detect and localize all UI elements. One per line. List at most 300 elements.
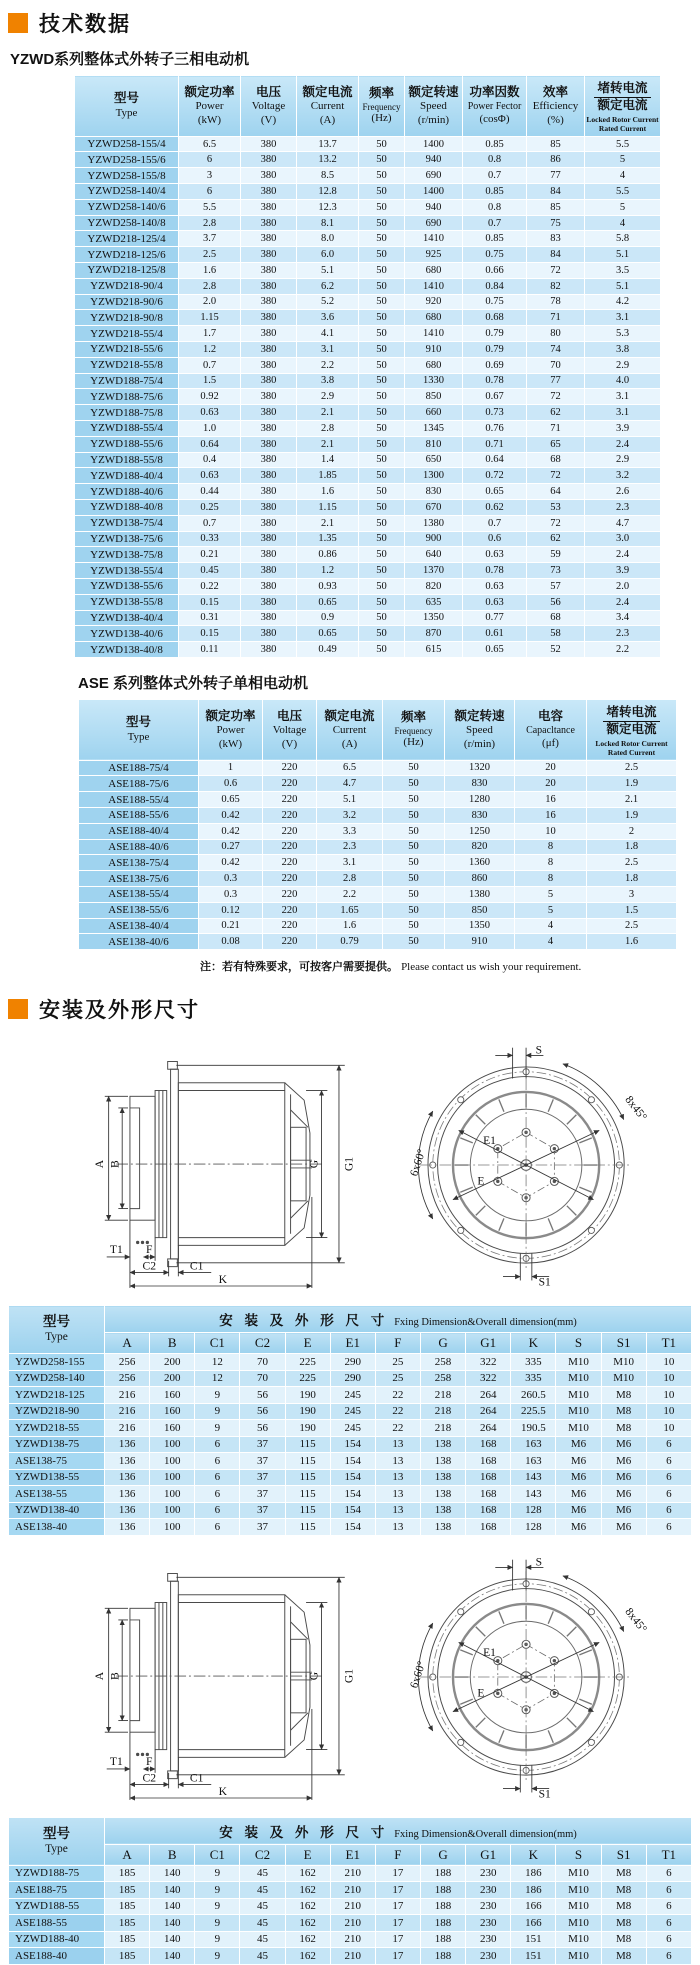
value-cell: M10: [556, 1370, 601, 1387]
model-cell: YZWD218-90/4: [75, 278, 179, 294]
model-cell: ASE188-55/4: [79, 792, 199, 808]
value-cell: 2.5: [587, 855, 677, 871]
value-cell: 9: [195, 1420, 240, 1437]
value-cell: 188: [420, 1882, 465, 1899]
label-G: G: [307, 1159, 321, 1169]
value-cell: 210: [330, 1865, 375, 1882]
value-cell: 1: [199, 760, 263, 776]
value-cell: 0.21: [199, 918, 263, 934]
value-cell: 1410: [405, 278, 463, 294]
value-cell: 50: [359, 326, 405, 342]
value-cell: 860: [445, 871, 515, 887]
dim-column-header: S: [556, 1844, 601, 1865]
value-cell: 1330: [405, 373, 463, 389]
value-cell: 0.79: [317, 934, 383, 950]
value-cell: 50: [383, 934, 445, 950]
value-cell: 140: [150, 1948, 195, 1965]
value-cell: 52: [527, 642, 585, 658]
model-cell: YZWD138-55/8: [75, 594, 179, 610]
value-cell: 136: [105, 1453, 150, 1470]
value-cell: 5.5: [585, 184, 661, 200]
value-cell: 70: [240, 1370, 285, 1387]
value-cell: 380: [241, 247, 297, 263]
value-cell: 0.63: [463, 547, 527, 563]
value-cell: 13: [375, 1453, 420, 1470]
model-cell: YZWD258-155/6: [75, 152, 179, 168]
value-cell: 380: [241, 610, 297, 626]
value-cell: 0.66: [463, 263, 527, 279]
value-cell: 380: [241, 420, 297, 436]
value-cell: 6: [646, 1453, 691, 1470]
value-cell: 615: [405, 642, 463, 658]
value-cell: 670: [405, 499, 463, 515]
value-cell: 0.67: [463, 389, 527, 405]
value-cell: 225: [285, 1354, 330, 1371]
value-cell: 264: [466, 1403, 511, 1420]
value-cell: 138: [420, 1519, 465, 1536]
value-cell: 12: [195, 1354, 240, 1371]
note: [200, 958, 700, 974]
value-cell: 45: [240, 1898, 285, 1915]
value-cell: 100: [150, 1502, 195, 1519]
model-cell: ASE138-55/6: [79, 902, 199, 918]
model-cell: YZWD188-55/8: [75, 452, 179, 468]
value-cell: 154: [330, 1519, 375, 1536]
value-cell: 160: [150, 1420, 195, 1437]
dimension-table-2: [8, 1817, 692, 1965]
value-cell: 0.7: [463, 168, 527, 184]
value-cell: 50: [383, 823, 445, 839]
value-cell: 154: [330, 1502, 375, 1519]
value-cell: 50: [383, 792, 445, 808]
value-cell: 3: [179, 168, 241, 184]
value-cell: 168: [466, 1519, 511, 1536]
value-cell: 12.8: [297, 184, 359, 200]
column-header: 型号 Type: [75, 76, 179, 137]
value-cell: 0.7: [463, 515, 527, 531]
value-cell: 50: [359, 389, 405, 405]
dim-table-2-body: [9, 1865, 692, 1964]
value-cell: 220: [263, 760, 317, 776]
table-row: [75, 531, 661, 547]
value-cell: 50: [359, 468, 405, 484]
motor-side-view-2: [68, 1552, 368, 1809]
model-cell: YZWD188-40: [9, 1931, 105, 1948]
value-cell: 2.2: [585, 642, 661, 658]
value-cell: 138: [420, 1436, 465, 1453]
value-cell: 5.5: [179, 199, 241, 215]
value-cell: 162: [285, 1898, 330, 1915]
value-cell: 0.76: [463, 420, 527, 436]
dimension-drawings-2: [68, 1552, 700, 1807]
table-row: [9, 1436, 692, 1453]
value-cell: 1.15: [297, 499, 359, 515]
orange-square-bullet: [8, 999, 28, 1019]
value-cell: 56: [527, 594, 585, 610]
label-G1: G1: [342, 1668, 356, 1683]
value-cell: 2.5: [587, 760, 677, 776]
model-cell: ASE188-40: [9, 1948, 105, 1965]
dim-column-header: T1: [646, 1333, 691, 1354]
model-cell: YZWD258-155/8: [75, 168, 179, 184]
column-header: 额定转速 Speed (r/min): [445, 699, 515, 760]
value-cell: 78: [527, 294, 585, 310]
table-row: [75, 515, 661, 531]
value-cell: 1.5: [587, 902, 677, 918]
value-cell: 84: [527, 184, 585, 200]
table-row: [9, 1370, 692, 1387]
value-cell: 1300: [405, 468, 463, 484]
table-row: [79, 807, 677, 823]
value-cell: 200: [150, 1370, 195, 1387]
model-cell: ASE138-75/6: [79, 871, 199, 887]
value-cell: 138: [420, 1502, 465, 1519]
value-cell: 0.77: [463, 610, 527, 626]
value-cell: 82: [527, 278, 585, 294]
value-cell: 910: [405, 341, 463, 357]
value-cell: 830: [445, 807, 515, 823]
value-cell: 1.2: [179, 341, 241, 357]
model-cell: YZWD218-90: [9, 1403, 105, 1420]
value-cell: 8.1: [297, 215, 359, 231]
ase-spec-table: [78, 699, 677, 950]
table-row: [9, 1502, 692, 1519]
table-row: [9, 1486, 692, 1503]
value-cell: 380: [241, 341, 297, 357]
table-row: [75, 294, 661, 310]
value-cell: 0.12: [199, 902, 263, 918]
model-cell: YZWD188-75/4: [75, 373, 179, 389]
value-cell: 3.9: [585, 563, 661, 579]
value-cell: M10: [556, 1354, 601, 1371]
value-cell: 1280: [445, 792, 515, 808]
model-cell: ASE188-75/4: [79, 760, 199, 776]
label-6x60: 6x60°: [408, 1659, 429, 1690]
ase-table-body: [79, 760, 677, 950]
value-cell: 2.1: [297, 515, 359, 531]
value-cell: 168: [466, 1502, 511, 1519]
value-cell: 50: [359, 626, 405, 642]
value-cell: M10: [556, 1898, 601, 1915]
dim-column-header: A: [105, 1333, 150, 1354]
label-A: A: [92, 1671, 106, 1680]
value-cell: 1.6: [179, 263, 241, 279]
value-cell: 50: [359, 531, 405, 547]
value-cell: 17: [375, 1915, 420, 1932]
value-cell: 225: [285, 1370, 330, 1387]
table-row: [75, 436, 661, 452]
value-cell: 690: [405, 168, 463, 184]
value-cell: 50: [359, 373, 405, 389]
label-S1: S1: [538, 1276, 551, 1289]
value-cell: 380: [241, 278, 297, 294]
value-cell: 220: [263, 823, 317, 839]
value-cell: M10: [556, 1931, 601, 1948]
table-row: [79, 823, 677, 839]
table-row: [79, 918, 677, 934]
page-title: 技术数据: [39, 13, 131, 36]
value-cell: 0.08: [199, 934, 263, 950]
value-cell: 2.2: [317, 886, 383, 902]
value-cell: 50: [359, 247, 405, 263]
value-cell: 83: [527, 231, 585, 247]
value-cell: 3.6: [297, 310, 359, 326]
value-cell: 72: [527, 263, 585, 279]
table-row: [9, 1354, 692, 1371]
value-cell: 6: [646, 1502, 691, 1519]
value-cell: 0.7: [463, 215, 527, 231]
value-cell: 260.5: [511, 1387, 556, 1404]
table-row: [75, 563, 661, 579]
value-cell: 380: [241, 373, 297, 389]
value-cell: M10: [556, 1387, 601, 1404]
value-cell: 2.3: [317, 839, 383, 855]
dim-table-2-head: [9, 1817, 692, 1865]
value-cell: 20: [515, 760, 587, 776]
value-cell: 50: [359, 168, 405, 184]
value-cell: 37: [240, 1453, 285, 1470]
value-cell: 56: [240, 1420, 285, 1437]
value-cell: M10: [556, 1882, 601, 1899]
value-cell: 3.2: [317, 807, 383, 823]
value-cell: 0.85: [463, 231, 527, 247]
value-cell: 5: [515, 886, 587, 902]
value-cell: 256: [105, 1370, 150, 1387]
value-cell: 380: [241, 594, 297, 610]
value-cell: 151: [511, 1931, 556, 1948]
value-cell: 140: [150, 1915, 195, 1932]
value-cell: 0.85: [463, 184, 527, 200]
value-cell: 220: [263, 855, 317, 871]
value-cell: 230: [466, 1882, 511, 1899]
value-cell: 5.1: [585, 247, 661, 263]
value-cell: 2.4: [585, 547, 661, 563]
value-cell: 188: [420, 1931, 465, 1948]
value-cell: 59: [527, 547, 585, 563]
value-cell: 50: [359, 357, 405, 373]
value-cell: 380: [241, 484, 297, 500]
value-cell: 168: [466, 1453, 511, 1470]
value-cell: 6: [195, 1469, 240, 1486]
value-cell: M8: [601, 1915, 646, 1932]
value-cell: 1350: [405, 610, 463, 626]
value-cell: 13: [375, 1469, 420, 1486]
value-cell: 200: [150, 1354, 195, 1371]
value-cell: 50: [359, 341, 405, 357]
value-cell: 50: [359, 610, 405, 626]
value-cell: 50: [359, 563, 405, 579]
value-cell: 335: [511, 1354, 556, 1371]
value-cell: 0.25: [179, 499, 241, 515]
model-cell: YZWD218-90/8: [75, 310, 179, 326]
model-cell: YZWD188-75/8: [75, 405, 179, 421]
value-cell: M8: [601, 1403, 646, 1420]
column-header: 额定电流 Current (A): [317, 699, 383, 760]
label-G1: G1: [342, 1157, 356, 1172]
value-cell: 8.5: [297, 168, 359, 184]
value-cell: 50: [359, 215, 405, 231]
value-cell: 162: [285, 1882, 330, 1899]
value-cell: 380: [241, 294, 297, 310]
dim-column-header: E: [285, 1844, 330, 1865]
value-cell: 0.4: [179, 452, 241, 468]
model-cell: YZWD138-55/4: [75, 563, 179, 579]
table-row: [75, 642, 661, 658]
dimension-drawings-1: [68, 1040, 700, 1295]
value-cell: 115: [285, 1519, 330, 1536]
value-cell: 185: [105, 1882, 150, 1899]
value-cell: 163: [511, 1453, 556, 1470]
value-cell: 62: [527, 405, 585, 421]
column-header: 额定功率 Power (kW): [179, 76, 241, 137]
value-cell: 0.44: [179, 484, 241, 500]
value-cell: 1.0: [179, 420, 241, 436]
label-E1: E1: [483, 1134, 496, 1147]
value-cell: 166: [511, 1898, 556, 1915]
table-row: [75, 373, 661, 389]
value-cell: 2.8: [179, 278, 241, 294]
table-row: [75, 341, 661, 357]
label-8x45: 8x45°: [622, 1605, 649, 1635]
value-cell: 1.65: [317, 902, 383, 918]
model-cell: YZWD258-155/4: [75, 136, 179, 152]
value-cell: 100: [150, 1469, 195, 1486]
header-row: [75, 76, 661, 137]
value-cell: 17: [375, 1865, 420, 1882]
value-cell: 6: [179, 152, 241, 168]
value-cell: 830: [445, 776, 515, 792]
value-cell: 1.5: [179, 373, 241, 389]
value-cell: 6: [646, 1882, 691, 1899]
value-cell: 53: [527, 499, 585, 515]
dim-column-header: C1: [195, 1333, 240, 1354]
dim-column-header: G1: [466, 1333, 511, 1354]
value-cell: 680: [405, 263, 463, 279]
value-cell: 136: [105, 1519, 150, 1536]
value-cell: 13: [375, 1486, 420, 1503]
table-row: [75, 326, 661, 342]
value-cell: 4.0: [585, 373, 661, 389]
value-cell: 2.8: [317, 871, 383, 887]
table-row: [79, 776, 677, 792]
value-cell: 6: [646, 1436, 691, 1453]
value-cell: 12: [195, 1370, 240, 1387]
label-F: F: [146, 1754, 153, 1768]
value-cell: 6: [646, 1915, 691, 1932]
dim-column-header: C2: [240, 1844, 285, 1865]
table-row: [75, 389, 661, 405]
value-cell: 380: [241, 436, 297, 452]
value-cell: 380: [241, 199, 297, 215]
value-cell: 0.31: [179, 610, 241, 626]
installation-title: 安装及外形尺寸: [39, 999, 200, 1023]
value-cell: 680: [405, 310, 463, 326]
table-row: [79, 760, 677, 776]
value-cell: 245: [330, 1403, 375, 1420]
value-cell: 380: [241, 231, 297, 247]
column-header: 额定电流 Current (A): [297, 76, 359, 137]
table-row: [75, 247, 661, 263]
motor-side-view-drawing: [68, 1040, 368, 1292]
value-cell: 380: [241, 136, 297, 152]
value-cell: 4: [585, 168, 661, 184]
value-cell: 6: [646, 1865, 691, 1882]
dim-column-header: G: [420, 1844, 465, 1865]
label-A: A: [92, 1159, 106, 1169]
table-row: [75, 152, 661, 168]
value-cell: 5.3: [585, 326, 661, 342]
value-cell: 220: [263, 792, 317, 808]
table-row: [75, 184, 661, 200]
value-cell: 2.9: [585, 357, 661, 373]
value-cell: 6: [646, 1931, 691, 1948]
value-cell: M10: [556, 1865, 601, 1882]
value-cell: 0.45: [179, 563, 241, 579]
value-cell: 0.64: [179, 436, 241, 452]
orange-square-bullet: [8, 13, 28, 33]
value-cell: 4: [585, 215, 661, 231]
value-cell: 154: [330, 1453, 375, 1470]
value-cell: M6: [601, 1469, 646, 1486]
value-cell: 830: [405, 484, 463, 500]
value-cell: 162: [285, 1865, 330, 1882]
value-cell: 2.1: [297, 436, 359, 452]
value-cell: 4.1: [297, 326, 359, 342]
value-cell: 3.8: [585, 341, 661, 357]
value-cell: 9: [195, 1948, 240, 1965]
table-row: [79, 855, 677, 871]
value-cell: 8: [515, 855, 587, 871]
value-cell: 3.0: [585, 531, 661, 547]
value-cell: 210: [330, 1915, 375, 1932]
value-cell: 115: [285, 1502, 330, 1519]
value-cell: 2.9: [297, 389, 359, 405]
table-row: [75, 405, 661, 421]
value-cell: 77: [527, 168, 585, 184]
value-cell: 0.75: [463, 247, 527, 263]
value-cell: 322: [466, 1370, 511, 1387]
value-cell: 80: [527, 326, 585, 342]
value-cell: 0.64: [463, 452, 527, 468]
value-cell: 335: [511, 1370, 556, 1387]
value-cell: 230: [466, 1898, 511, 1915]
model-cell: YZWD258-140: [9, 1370, 105, 1387]
value-cell: 650: [405, 452, 463, 468]
value-cell: 0.15: [179, 626, 241, 642]
value-cell: 920: [405, 294, 463, 310]
column-header: 频率 Frequency (Hz): [383, 699, 445, 760]
motor-side-view-1: [68, 1040, 368, 1297]
value-cell: 0.63: [179, 468, 241, 484]
value-cell: 218: [420, 1420, 465, 1437]
value-cell: 380: [241, 184, 297, 200]
dimension-span-header: 安 装 及 外 形 尺 寸 Fxing Dimension&Overall dimension(mm): [105, 1817, 692, 1844]
value-cell: 188: [420, 1865, 465, 1882]
value-cell: 2.4: [585, 594, 661, 610]
value-cell: 6.0: [297, 247, 359, 263]
value-cell: 166: [511, 1915, 556, 1932]
value-cell: 5.1: [585, 278, 661, 294]
value-cell: 0.65: [463, 484, 527, 500]
value-cell: 50: [383, 855, 445, 871]
value-cell: 37: [240, 1486, 285, 1503]
table-row: [75, 547, 661, 563]
value-cell: 50: [359, 484, 405, 500]
value-cell: 71: [527, 420, 585, 436]
model-cell: YZWD138-55/6: [75, 578, 179, 594]
value-cell: 380: [241, 263, 297, 279]
label-C2: C2: [142, 1771, 157, 1785]
